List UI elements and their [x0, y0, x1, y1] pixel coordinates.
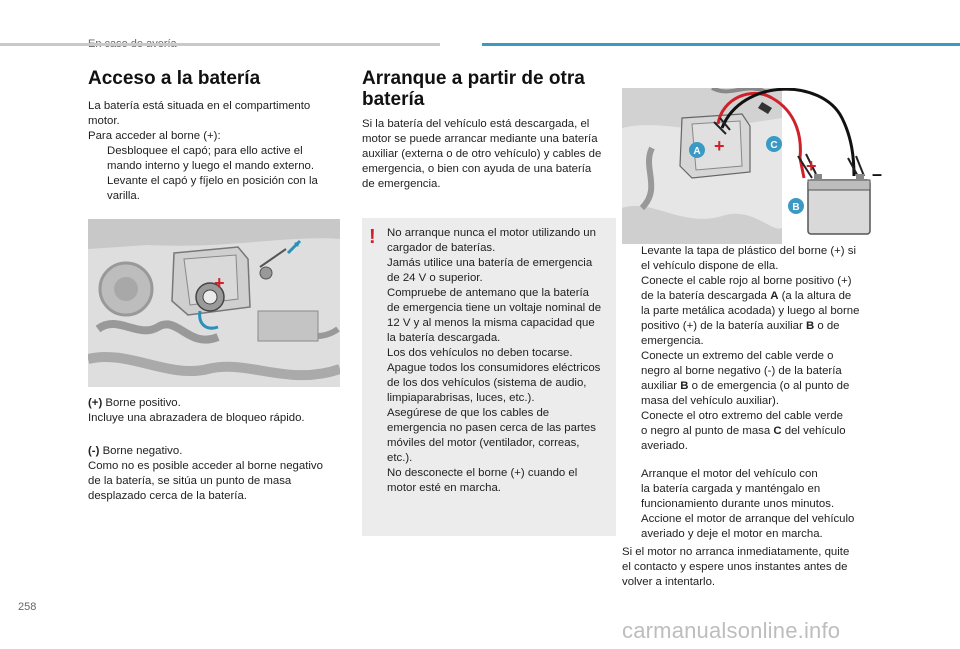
text-line [641, 244, 884, 259]
text-span: Conecte un extremo del cable verde o [641, 350, 834, 362]
text-line [641, 334, 884, 349]
warning-line: etc.). [387, 452, 413, 464]
text-line: de emergencia. [362, 178, 441, 190]
text-line: Incluye una abrazadera de bloqueo rápido. [88, 412, 305, 424]
warning-line: No desconecte el borne (+) cuando el [387, 467, 578, 479]
text-span: emergencia. [641, 335, 704, 347]
text-line: varilla. [107, 190, 140, 202]
text-span: Levante la tapa de plástico del borne (+) si [641, 245, 856, 257]
list-item [622, 274, 884, 349]
title-line: Arranque a partir de otra [362, 68, 585, 89]
text-line: Como no es posible acceder al borne negativo [88, 460, 323, 472]
text-line [641, 439, 884, 454]
text-line: Desbloquee el capó; para ello active el [107, 145, 303, 157]
diagram-minus: – [872, 164, 883, 184]
list-item [88, 144, 338, 174]
positive-terminal-text [88, 396, 340, 426]
warning-icon: ! [369, 226, 376, 248]
warning-line: limpiaparabrisas, luces, etc.). [387, 392, 535, 404]
text-span: la parte metálica acodada) y luego al borne [641, 305, 860, 317]
text-span: o negro al punto de masa [641, 425, 774, 437]
battery-reference: B [680, 380, 689, 392]
warning-line: No arranque nunca el motor utilizando un [387, 227, 596, 239]
warning-line: móviles del motor (ventilador, correas, [387, 437, 580, 449]
text-line [88, 396, 340, 411]
diagram-label-b: B [792, 202, 800, 213]
jump-start-title [362, 68, 622, 110]
text-line [641, 409, 884, 424]
text-span: del vehículo [781, 425, 846, 437]
page-number: 258 [18, 601, 37, 613]
text-span: o de emergencia (o al punto de [688, 380, 850, 392]
list-item [88, 174, 338, 204]
text-line: La batería está situada en el compartimento [88, 100, 311, 112]
text-line [641, 394, 884, 409]
header-rule-left [0, 43, 440, 46]
text-span: de la batería descargada [641, 290, 771, 302]
battery-reference: C [773, 425, 782, 437]
text-line: funcionamiento durante unos minutos. [641, 498, 835, 510]
text-line: desplazado cerca de la batería. [88, 490, 247, 502]
warning-line: motor esté en marcha. [387, 482, 501, 494]
diagram-label-c: C [770, 140, 778, 151]
diagram-plus-a: + [714, 136, 725, 156]
warning-box [362, 218, 616, 536]
warning-line: Apague todos los consumidores eléctricos [387, 362, 601, 374]
text-line [641, 424, 884, 439]
text-span: positivo (+) de la batería auxiliar [641, 320, 806, 332]
jump-start-steps [622, 244, 884, 454]
warning-line: Los dos vehículos no deben tocarse. [387, 347, 573, 359]
text-line: Levante el capó y fíjelo en posición con la [107, 175, 318, 187]
battery-reference: A [770, 290, 779, 302]
text-line: auxiliar (externa o de otro vehículo) y cables de [362, 148, 602, 160]
jump-start-steps-2 [622, 467, 884, 542]
text-line [641, 289, 884, 304]
diagram-plus-b: + [806, 156, 817, 176]
warning-line: de emergencia tiene un voltaje nominal de [387, 302, 602, 314]
text-line: volver a intentarlo. [622, 576, 716, 588]
text-line: averiado y deje el motor en marcha. [641, 528, 823, 540]
text-span: negro al borne negativo (-) de la batería [641, 365, 842, 377]
text-line [641, 259, 884, 274]
battery-access-text [88, 99, 338, 204]
list-item [622, 244, 884, 274]
battery-reference: B [805, 320, 815, 332]
text-line: Arranque el motor del vehículo con [641, 468, 818, 480]
retry-note [622, 545, 884, 590]
text-span: Borne negativo. [102, 445, 183, 457]
warning-line: Jamás utilice una batería de emergencia [387, 257, 593, 269]
text-span: Conecte el otro extremo del cable verde [641, 410, 843, 422]
text-line [641, 319, 884, 334]
text-line: la batería cargada y manténgalo en [641, 483, 821, 495]
text-span: auxiliar [641, 380, 681, 392]
text-line [641, 349, 884, 364]
diagram-label-a: A [693, 146, 701, 157]
text-line: motor. [88, 115, 120, 127]
text-line: emergencia, o bien con ayuda de una batería [362, 163, 592, 175]
text-line: Para acceder al borne (+): [88, 130, 221, 142]
text-line [641, 274, 884, 289]
text-span: o de [814, 320, 840, 332]
text-line [641, 364, 884, 379]
warning-text [387, 226, 609, 496]
negative-terminal-symbol: (-) [88, 445, 100, 457]
warning-line: Compruebe de antemano que la batería [387, 287, 590, 299]
jump-start-intro [362, 117, 618, 192]
list-item [622, 512, 884, 542]
list-item [622, 409, 884, 454]
warning-line: 12 V y al menos la misma capacidad que [387, 317, 595, 329]
text-line [88, 444, 340, 459]
text-span: (a la altura de [778, 290, 852, 302]
positive-terminal-label: + [214, 273, 225, 293]
warning-line: de 24 V o superior. [387, 272, 483, 284]
text-line [641, 304, 884, 319]
text-line: Si la batería del vehículo está descargada, el [362, 118, 590, 130]
title-line: batería [362, 89, 425, 110]
text-span: Conecte el cable rojo al borne positivo (+) [641, 275, 852, 287]
engine-bay-photo [88, 219, 340, 387]
text-line: Si el motor no arranca inmediatamente, quite [622, 546, 850, 558]
text-span: masa del vehículo auxiliar). [641, 395, 780, 407]
text-line: mando interno y luego el mando externo. [107, 160, 315, 172]
jump-start-diagram [622, 88, 884, 244]
battery-access-title: Acceso a la batería [88, 68, 261, 89]
list-item [622, 349, 884, 409]
warning-line: cargador de baterías. [387, 242, 496, 254]
header-rule-right [482, 43, 960, 46]
negative-terminal-text [88, 444, 340, 504]
warning-line: de los dos vehículos (sistema de audio, [387, 377, 587, 389]
text-line [641, 379, 884, 394]
positive-terminal-symbol: (+) [88, 397, 103, 409]
text-line: Accione el motor de arranque del vehículo [641, 513, 855, 525]
text-line: de la batería, se sitúa un punto de masa [88, 475, 292, 487]
watermark: carmanualsonline.info [622, 618, 841, 643]
list-item [622, 467, 884, 512]
warning-line: la batería descargada. [387, 332, 501, 344]
text-line: motor se puede arrancar mediante una batería [362, 133, 598, 145]
warning-line: Asegúrese de que los cables de [387, 407, 550, 419]
text-span: averiado. [641, 440, 688, 452]
text-span: el vehículo dispone de ella. [641, 260, 779, 272]
text-line: el contacto y espere unos instantes antes de [622, 561, 848, 573]
text-span: Borne positivo. [105, 397, 181, 409]
warning-line: emergencia no pasen cerca de las partes [387, 422, 596, 434]
